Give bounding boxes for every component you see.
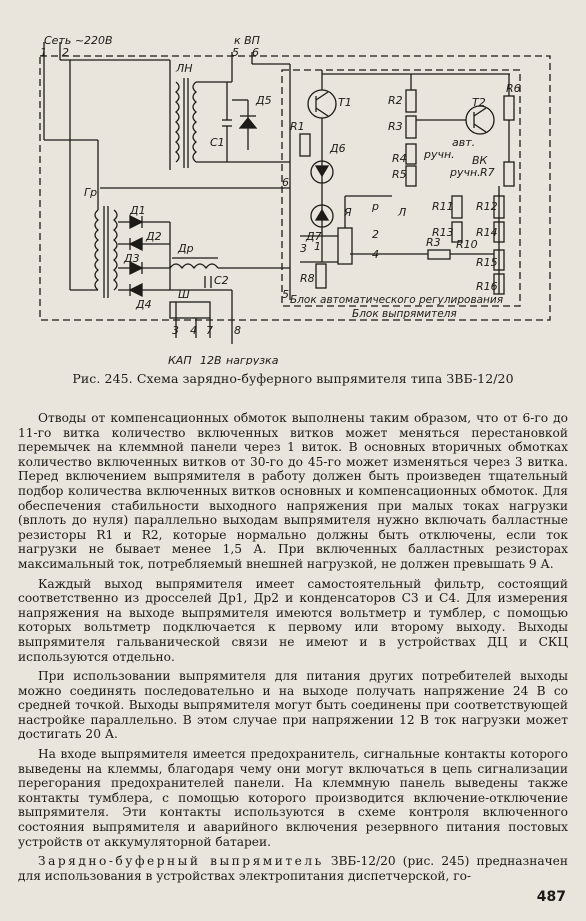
label-T1: Т1 [338, 96, 352, 109]
label-n5: 5 [282, 288, 289, 301]
label-t3: 3 [172, 324, 179, 337]
label-R10: R10 [456, 238, 478, 251]
paragraph: При использовании выпрямителя для питания других потребителей выходы можно соединять последовательно и на выходе получать напряжение 24 В со средней точкой. Выходы выпрямителя могут быть соединены при соответствующей настройке параллельно. В этом случае при напряжении 12 В ток нагрузки может достигать 20 А. [18, 669, 568, 742]
spaced-term: Зарядно-буферный выпрямитель [38, 854, 324, 869]
label-n3: 3 [300, 242, 307, 255]
label-R3b: R3 [426, 236, 441, 249]
label-R16: R16 [476, 280, 498, 293]
label-t8: 8 [234, 324, 241, 337]
label-C1: С1 [210, 136, 225, 149]
label-l: Л [398, 206, 407, 219]
label-n4: 4 [372, 248, 379, 261]
label-D2: Д2 [146, 230, 162, 243]
label-D1: Д1 [130, 204, 146, 217]
paragraph: Каждый выход выпрямителя имеет самостоятельный фильтр, состоящий соответственно из дросселей Др1, Др2 и конденсаторов С3 и С4. Для измерения напряжения на выходе выпрямителя имеются вольтметр и тумблер, с помощью которых вольтметр подключается к первому или второму выходу. Выходы выпрямителя гальванической связи не имеют и в устройствах ДЦ и СКЦ используются отдельно. [18, 576, 568, 664]
label-R3: R3 [388, 120, 403, 133]
label-R1: R1 [290, 120, 305, 133]
paragraph-last [18, 854, 568, 883]
label-R15: R15 [476, 256, 498, 269]
label-Gr: Гр [84, 186, 98, 199]
page-number: 487 [536, 889, 566, 905]
label-VK: ВК [472, 154, 488, 167]
paragraph-rest: ЗВБ-12/20 (рис. 245) предназначен для использования в устройствах электропитания диспетчерской, го- [18, 854, 568, 883]
label-block-auto: Блок автоматического регулирования [290, 294, 504, 306]
label-t7: 7 [206, 324, 213, 337]
label-D3: Д3 [124, 252, 140, 265]
label-Dr: Др [178, 242, 194, 255]
label-n2: 2 [372, 228, 379, 241]
label-D5: Д5 [256, 94, 272, 107]
label-R7: R7 [480, 166, 495, 179]
label-R6: R6 [506, 82, 521, 95]
label-kvp: к ВП [234, 34, 260, 47]
label-ruch2: ручн. [450, 166, 481, 179]
label-ya: Я [344, 206, 352, 219]
label-C2: С2 [214, 274, 229, 287]
label-12v: 12В [200, 354, 222, 365]
label-t6: 6 [252, 46, 259, 59]
label-D4: Д4 [136, 298, 152, 311]
label-n6: 6 [282, 176, 289, 189]
label-ruch1: ручн. [424, 148, 455, 161]
label-Sh: Ш [178, 288, 190, 301]
label-R12: R12 [476, 200, 498, 213]
label-r: р [372, 200, 379, 213]
label-avt: авт. [452, 136, 476, 149]
label-R13: R13 [432, 226, 454, 239]
label-block-rect: Блок выпрямителя [352, 308, 457, 320]
label-t4: 4 [190, 324, 197, 337]
label-R14: R14 [476, 226, 498, 239]
label-t1: 1 [40, 46, 47, 59]
label-t2: 2 [62, 46, 69, 59]
paragraph: На входе выпрямителя имеется предохранитель, сигнальные контакты которого выведены на клеммы, благодаря чему они могут включаться в цепь сигнализации перегорания предохранителей панели. На клеммную панель выведены также контакты тумблера, с помощью которого производится включение-отключение выпрямителя. Эти контакты используются в схеме контроля включенного состояния выпрямителя и аварийного включения резервного питания постовых устройств от аккумуляторной батареи. [18, 747, 568, 849]
label-T2: Т2 [472, 96, 486, 109]
label-t5: 5 [232, 46, 239, 59]
label-D7: Д7 [306, 230, 322, 243]
label-R2: R2 [388, 94, 403, 107]
label-kap: КАП [168, 354, 192, 365]
circuit-diagram [0, 0, 586, 365]
label-load: нагрузка [226, 354, 279, 365]
label-R8: R8 [300, 272, 315, 285]
label-R4: R4 [392, 152, 407, 165]
body-text [18, 411, 568, 888]
label-mains: Сеть ~220В [44, 34, 113, 47]
label-R5: R5 [392, 168, 407, 181]
label-R11: R11 [432, 200, 454, 213]
label-D6: Д6 [330, 142, 346, 155]
figure-caption: Рис. 245. Схема зарядно-буферного выпрямителя типа ЗВБ-12/20 [72, 371, 514, 386]
label-n1: 1 [314, 240, 321, 253]
paragraph: Отводы от компенсационных обмоток выполнены таким образом, что от 6-го до 11-го витка количество включенных витков может меняться перестановкой перемычек на клеммной панели через 1 виток. В основных вторичных обмотках количество включенных витков от 30-го до 45-го может изменяться через 3 витка. Перед включением выпрямителя в работу должен быть произведен тщательный подбор количества включенных витков основных и компенсационных обмоток. Для обеспечения стабильности выходного напряжения при малых токах нагрузки (вплоть до нуля) параллельно выходам выпрямителя нужно включать балластные резисторы R1 и R2, которые нормально должны быть отключены, если ток нагрузки не бывает менее 1,5 А. При включенных балластных резисторах максимальный ток, потребляемый внешней нагрузкой, не должен превышать 9 А. [18, 411, 568, 571]
label-LN: ЛН [176, 62, 193, 75]
